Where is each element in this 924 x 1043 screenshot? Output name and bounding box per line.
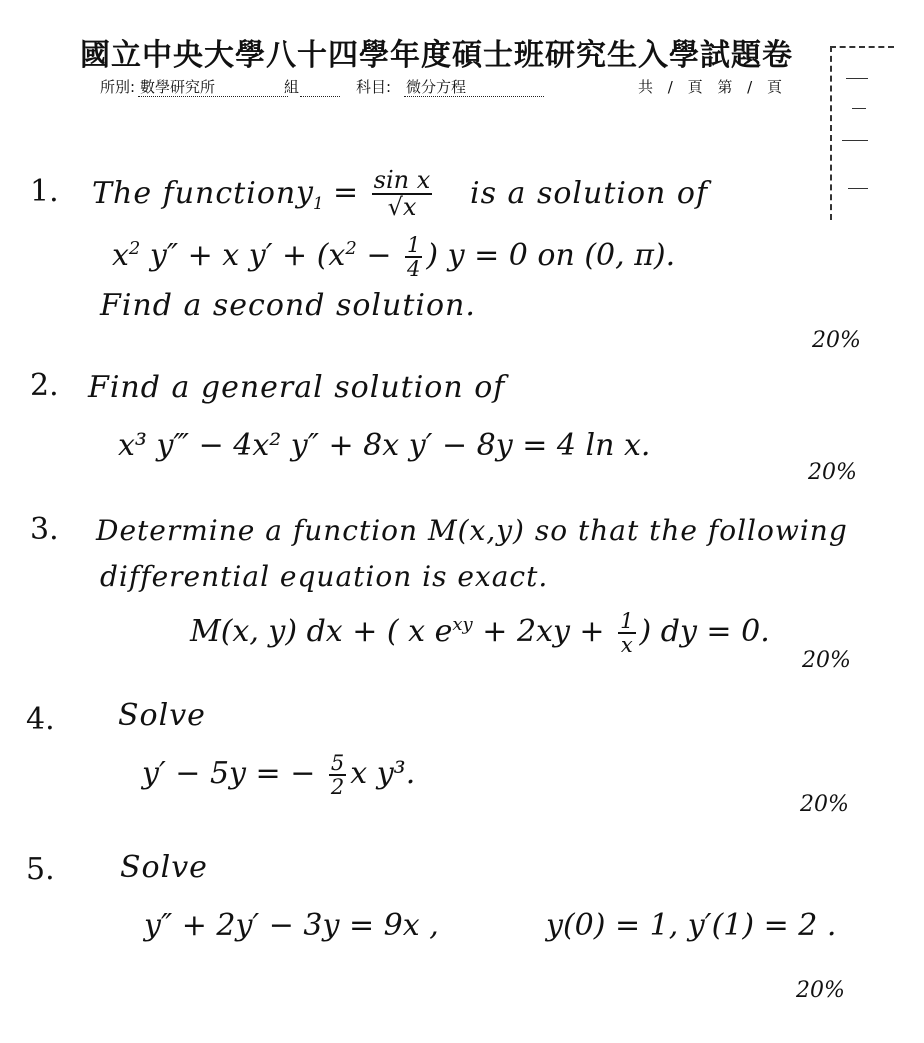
- eq3-frac-den: x: [620, 633, 633, 658]
- eq1-frac-den: 4: [407, 257, 421, 282]
- eq1-x-exp: 2: [128, 238, 141, 260]
- problem-2-equation: x³ y‴ − 4x² y″ + 8x y′ − 8y = 4 ln x.: [118, 428, 651, 463]
- problem-1-number: 1.: [30, 174, 59, 209]
- y1-numerator: sin x: [373, 166, 431, 194]
- group-underline: [300, 96, 340, 97]
- stamp-mark: [846, 78, 868, 79]
- eq4-frac-num: 5: [330, 751, 345, 775]
- stamp-box: [830, 46, 894, 220]
- eq3-fraction: [618, 610, 635, 656]
- eq4-part1: y′ − 5y = −: [142, 756, 316, 792]
- problem-4-score: 20%: [800, 792, 849, 817]
- problem-1-y1: $y_1$ = $\frac{\text{sin x}}{√x}$: [296, 166, 431, 222]
- problem-5-equation: y″ + 2y′ − 3y = 9x ,: [144, 908, 439, 943]
- eq4-frac-den: 2: [330, 775, 345, 800]
- group-label: 組: [284, 78, 300, 96]
- eq1-x2-exp: 2: [345, 238, 357, 260]
- problem-1-text: The function: [92, 176, 297, 211]
- exam-title: 國立中央大學八十四學年度碩士班研究生入學試題卷: [80, 38, 793, 73]
- problem-5-number: 5.: [26, 852, 55, 887]
- problem-3-text: Determine a function M(x,y) so that the following: [96, 514, 848, 547]
- problem-3-score: 20%: [802, 648, 851, 673]
- subject-label: 科目:: [356, 78, 392, 96]
- y1-denominator: √x: [387, 193, 417, 222]
- problem-5-score: 20%: [796, 978, 845, 1003]
- eq1-frac-num: 1: [407, 233, 421, 257]
- problem-2-text: Find a general solution of: [88, 370, 506, 405]
- y1-symbol: y: [296, 175, 313, 211]
- eq4-part2: x y³.: [350, 756, 416, 792]
- problem-3-equation: [190, 610, 770, 656]
- problem-5-text: Solve: [120, 850, 208, 885]
- problem-1-equation: $x^2$ y″ + x $y' + (x^2$ − $\frac{1}{4}$ ) y = 0 on (0, π).: [112, 233, 676, 282]
- department-value: 數學研究所: [140, 78, 216, 96]
- problem-2-score: 20%: [808, 460, 857, 485]
- eq3-frac-num: 1: [620, 609, 634, 633]
- department-label: 所別:: [100, 78, 136, 96]
- eq3-exponent: xy: [452, 614, 473, 636]
- problem-4-text: Solve: [118, 698, 206, 733]
- eq4-fraction: [329, 752, 346, 798]
- y1-fraction: [372, 168, 433, 220]
- eq1-fraction: [405, 234, 422, 280]
- stamp-mark: [852, 108, 866, 109]
- eq1-x: x: [112, 238, 129, 274]
- problem-3-text-line2: differential equation is exact.: [100, 560, 549, 593]
- eq3-part2: + 2xy +: [482, 614, 605, 650]
- eq1-tail: ) y = 0 on (0, π).: [426, 238, 676, 274]
- department-underline: [138, 96, 288, 97]
- problem-5-conditions: y(0) = 1, y′(1) = 2 .: [546, 908, 837, 943]
- problem-2-number: 2.: [30, 368, 59, 403]
- subject-value: 微分方程: [406, 78, 467, 96]
- problem-4-equation: [142, 752, 415, 798]
- stamp-mark: [848, 188, 868, 189]
- eq3-part3: ) dy = 0.: [639, 614, 770, 650]
- y1-subscript: 1: [312, 194, 324, 214]
- problem-1-instruction: Find a second solution.: [100, 288, 476, 323]
- page-info: 共 / 頁 第 / 頁: [638, 78, 782, 96]
- problem-1-text-tail: is a solution of: [470, 176, 709, 211]
- problem-4-number: 4.: [26, 702, 55, 737]
- problem-1-score: 20%: [812, 328, 861, 353]
- eq1-middle: y″ + x y′ + (x: [149, 238, 346, 274]
- eq3-part1: M(x, y) dx + ( x e: [190, 614, 453, 650]
- problem-3-number: 3.: [30, 512, 59, 547]
- subject-underline: [404, 96, 544, 97]
- stamp-mark: [842, 140, 868, 141]
